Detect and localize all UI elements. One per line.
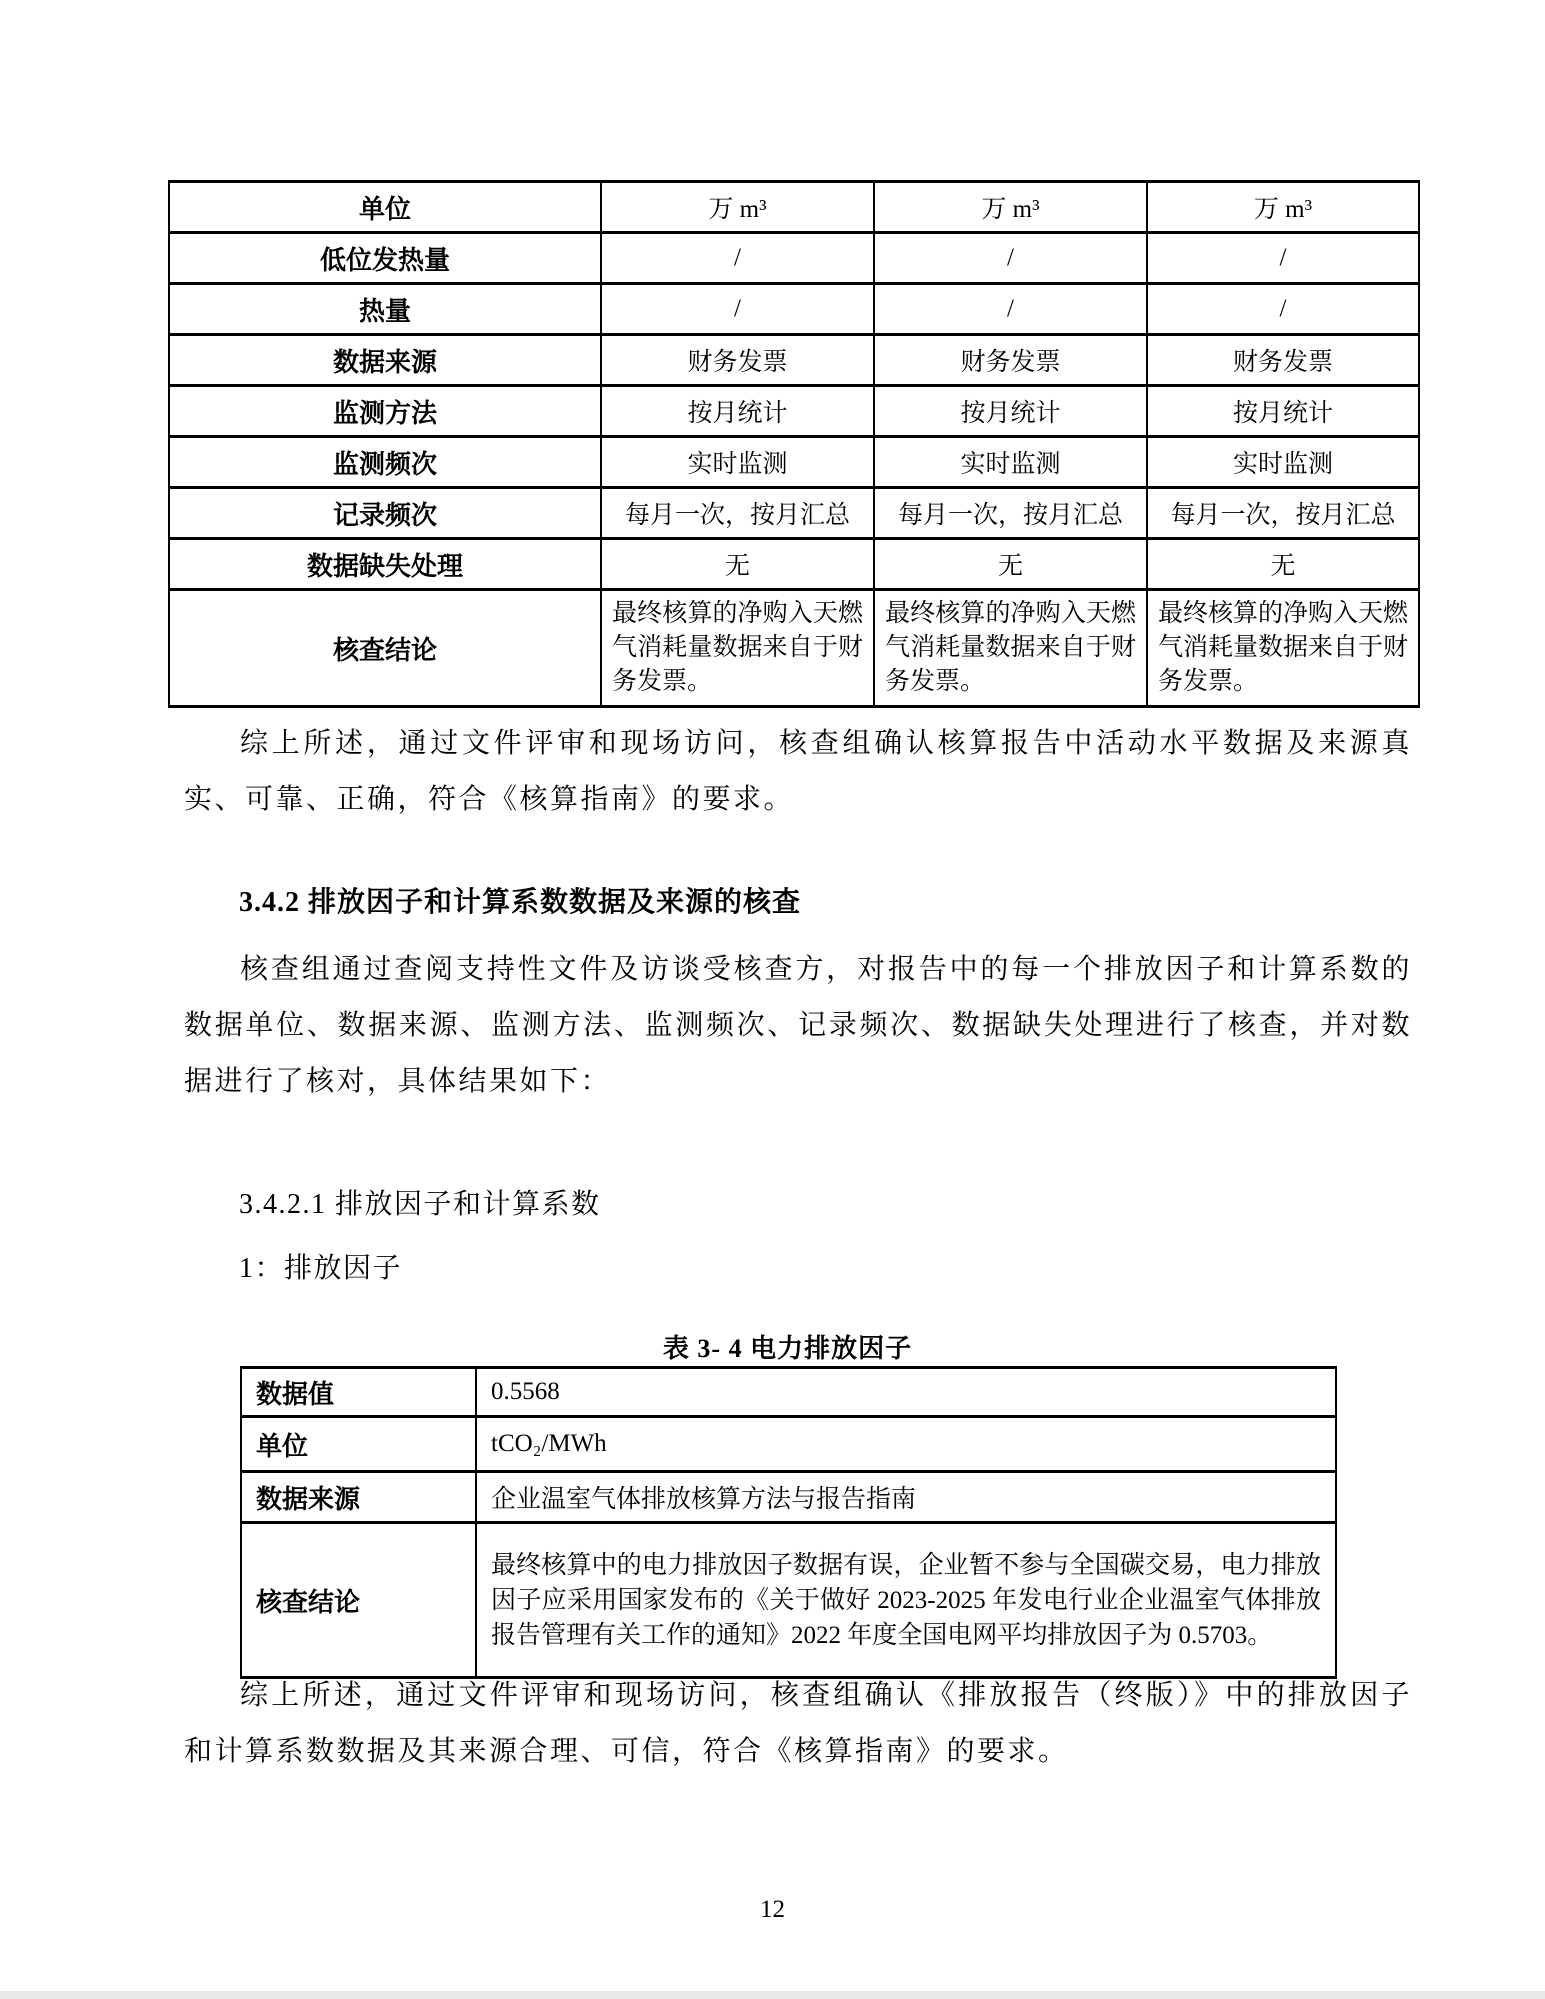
- table-cell: 财务发票: [601, 335, 874, 386]
- list-item-emission-factor: 1：排放因子: [239, 1253, 403, 1284]
- table-cell: 每月一次，按月汇总: [601, 488, 874, 539]
- table-cell: 万 m³: [874, 182, 1147, 233]
- row-label: 热量: [169, 284, 601, 335]
- summary-paragraph-activity-data: 综上所述，通过文件评审和现场访问，核查组确认核算报告中活动水平数据及来源真实、可靠、正确，符合《核算指南》的要求。: [184, 728, 1412, 815]
- table-cell: 实时监测: [601, 437, 874, 488]
- row-label: 核查结论: [241, 1523, 476, 1678]
- table-cell: /: [601, 284, 874, 335]
- table-cell: 最终核算的净购入天燃气消耗量数据来自于财务发票。: [1147, 590, 1419, 707]
- subsection-heading-3-4-2-1: 3.4.2.1 排放因子和计算系数: [239, 1189, 601, 1220]
- table-cell: /: [874, 284, 1147, 335]
- table-cell: 按月统计: [874, 386, 1147, 437]
- row-label: 数据来源: [241, 1472, 476, 1523]
- table-row: [241, 1368, 1336, 1417]
- row-label: 监测方法: [169, 386, 601, 437]
- row-label: 单位: [169, 182, 601, 233]
- table-row: [241, 1472, 1336, 1523]
- table-row: [169, 233, 1419, 284]
- table-cell: 每月一次，按月汇总: [1147, 488, 1419, 539]
- row-label: 核查结论: [169, 590, 601, 707]
- row-label: 数据缺失处理: [169, 539, 601, 590]
- row-label: 低位发热量: [169, 233, 601, 284]
- table-row: [241, 1417, 1336, 1472]
- table-row: [169, 437, 1419, 488]
- table-cell: /: [1147, 284, 1419, 335]
- table-cell: 最终核算的净购入天燃气消耗量数据来自于财务发票。: [874, 590, 1147, 707]
- page-edge-divider: [0, 1991, 1545, 1999]
- table-cell: 无: [874, 539, 1147, 590]
- row-label: 记录频次: [169, 488, 601, 539]
- table-row: [241, 1523, 1336, 1678]
- table-cell: 最终核算中的电力排放因子数据有误，企业暂不参与全国碳交易，电力排放因子应采用国家发布的《关于做好 2023-2025 年发电行业企业温室气体排放报告管理有关工作的通知》2022 年度全国电网平均排放因子为 0.5703。: [476, 1523, 1336, 1678]
- table-row: [169, 335, 1419, 386]
- table-cell: 无: [601, 539, 874, 590]
- table-row: [169, 539, 1419, 590]
- table-cell: 0.5568: [476, 1368, 1336, 1417]
- table-cell: 万 m³: [601, 182, 874, 233]
- table-row: [169, 284, 1419, 335]
- activity-data-table: [168, 180, 1420, 708]
- table-cell: 按月统计: [1147, 386, 1419, 437]
- row-label: 单位: [241, 1417, 476, 1472]
- row-label: 数据值: [241, 1368, 476, 1417]
- table-cell: 财务发票: [874, 335, 1147, 386]
- table-row: [169, 182, 1419, 233]
- table-cell: 无: [1147, 539, 1419, 590]
- row-label: 数据来源: [169, 335, 601, 386]
- body-paragraph-verification-method: 核查组通过查阅支持性文件及访谈受核查方，对报告中的每一个排放因子和计算系数的数据单位、数据来源、监测方法、监测频次、记录频次、数据缺失处理进行了核查，并对数据进行了核对，具体结果如下：: [184, 954, 1412, 1097]
- table-cell: /: [1147, 233, 1419, 284]
- summary-paragraph-emission-factor: 综上所述，通过文件评审和现场访问，核查组确认《排放报告（终版）》中的排放因子和计算系数数据及其来源合理、可信，符合《核算指南》的要求。: [184, 1680, 1412, 1767]
- table-cell: 每月一次，按月汇总: [874, 488, 1147, 539]
- table-cell: /: [601, 233, 874, 284]
- table-cell: 企业温室气体排放核算方法与报告指南: [476, 1472, 1336, 1523]
- page-number: 12: [760, 1896, 785, 1923]
- table-cell: 财务发票: [1147, 335, 1419, 386]
- table-row: [169, 488, 1419, 539]
- section-heading-3-4-2: 3.4.2 排放因子和计算系数数据及来源的核查: [239, 887, 802, 918]
- table-cell: /: [874, 233, 1147, 284]
- table-cell: tCO₂/MWh: [476, 1417, 1336, 1472]
- table-cell: 按月统计: [601, 386, 874, 437]
- table-caption-3-4: 表 3- 4 电力排放因子: [662, 1334, 913, 1363]
- row-label: 监测频次: [169, 437, 601, 488]
- table-cell: 实时监测: [874, 437, 1147, 488]
- table-cell: 最终核算的净购入天燃气消耗量数据来自于财务发票。: [601, 590, 874, 707]
- table-row: [169, 386, 1419, 437]
- emission-factor-table: [240, 1366, 1337, 1679]
- table-row: [169, 590, 1419, 707]
- table-cell: 实时监测: [1147, 437, 1419, 488]
- table-cell: 万 m³: [1147, 182, 1419, 233]
